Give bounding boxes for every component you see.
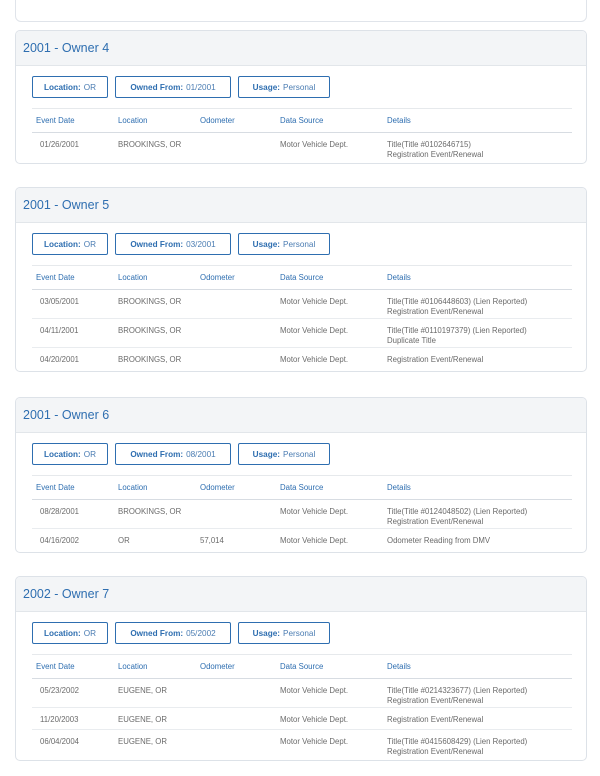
table-row (32, 708, 572, 730)
table-row (32, 348, 572, 369)
usage-chip-value: Personal (282, 628, 316, 638)
owned-from-chip-label: Owned From: (130, 449, 184, 459)
owned-from-chip-label: Owned From: (130, 628, 184, 638)
details-line: Title(Title #0110197379) (Lien Reported) (387, 326, 527, 335)
owner-card (15, 187, 587, 372)
details-line: Registration Event/Renewal (387, 307, 484, 316)
location-chip-label: Location: (43, 82, 81, 92)
details-line: Title(Title #0124048502) (Lien Reported) (387, 507, 528, 516)
column-header: Location (118, 116, 148, 125)
column-header: Location (118, 662, 148, 671)
events-table (32, 654, 572, 758)
table-row (32, 679, 572, 708)
details-line: Title(Title #0102646715) (387, 140, 471, 149)
owned-from-chip-value: 03/2001 (186, 239, 216, 249)
data-source-cell: Motor Vehicle Dept. (280, 355, 349, 364)
location-cell: OR (118, 536, 130, 545)
column-header: Details (387, 116, 411, 125)
owned-from-chip[interactable] (115, 233, 231, 255)
table-header-row (32, 655, 572, 679)
usage-chip-label: Usage: (252, 239, 280, 249)
owner-card (15, 30, 587, 164)
table-row (32, 290, 572, 319)
details-line: Title(Title #0214323677) (Lien Reported) (387, 686, 528, 695)
table-header-row (32, 109, 572, 133)
owner-header (16, 398, 586, 433)
owner-card (15, 397, 587, 553)
owner-title: 2001 - Owner 5 (23, 198, 110, 212)
location-cell: BROOKINGS, OR (118, 297, 182, 306)
owned-from-chip-value: 08/2001 (186, 449, 216, 459)
table-row (32, 529, 572, 550)
owned-from-chip-label: Owned From: (130, 82, 184, 92)
owned-from-chip-value: 01/2001 (186, 82, 216, 92)
table-row (32, 319, 572, 348)
usage-chip[interactable] (238, 622, 330, 644)
table-header-row (32, 266, 572, 290)
details-line: Registration Event/Renewal (387, 715, 484, 724)
location-cell: EUGENE, OR (118, 737, 167, 746)
event-date-cell: 06/04/2004 (40, 737, 80, 746)
owner-header (16, 188, 586, 223)
location-cell: EUGENE, OR (118, 686, 167, 695)
details-cell (387, 297, 577, 317)
event-date-cell: 08/28/2001 (40, 507, 80, 516)
details-line: Odometer Reading from DMV (387, 536, 491, 545)
usage-chip[interactable] (238, 233, 330, 255)
column-header: Data Source (280, 662, 324, 671)
data-source-cell: Motor Vehicle Dept. (280, 297, 349, 306)
owner-summary-chips (16, 223, 586, 257)
details-cell (387, 507, 577, 527)
location-chip-label: Location: (43, 628, 81, 638)
owned-from-chip-label: Owned From: (130, 239, 184, 249)
column-header: Event Date (36, 116, 75, 125)
data-source-cell: Motor Vehicle Dept. (280, 715, 349, 724)
usage-chip-value: Personal (282, 449, 316, 459)
owner-title: 2001 - Owner 6 (23, 408, 110, 422)
column-header: Odometer (200, 483, 235, 492)
usage-chip-value: Personal (282, 239, 316, 249)
owner-title: 2002 - Owner 7 (23, 587, 110, 601)
details-cell (387, 140, 577, 160)
event-date-cell: 05/23/2002 (40, 686, 80, 695)
usage-chip-label: Usage: (252, 628, 280, 638)
details-cell (387, 536, 577, 546)
details-line: Registration Event/Renewal (387, 355, 484, 364)
event-date-cell: 03/05/2001 (40, 297, 80, 306)
owner-summary-chips (16, 612, 586, 646)
location-chip[interactable] (32, 233, 108, 255)
owner-summary-chips (16, 433, 586, 467)
owner-title: 2001 - Owner 4 (23, 41, 110, 55)
details-cell (387, 326, 577, 346)
details-line: Registration Event/Renewal (387, 696, 484, 705)
data-source-cell: Motor Vehicle Dept. (280, 326, 349, 335)
details-line: Registration Event/Renewal (387, 150, 484, 159)
table-row (32, 133, 572, 161)
details-line: Title(Title #0415608429) (Lien Reported) (387, 737, 528, 746)
column-header: Location (118, 273, 148, 282)
table-row (32, 730, 572, 758)
details-cell (387, 686, 577, 706)
column-header: Odometer (200, 662, 235, 671)
location-chip[interactable] (32, 622, 108, 644)
column-header: Event Date (36, 483, 75, 492)
owned-from-chip[interactable] (115, 622, 231, 644)
owner-header (16, 31, 586, 66)
column-header: Event Date (36, 662, 75, 671)
usage-chip[interactable] (238, 443, 330, 465)
details-line: Duplicate Title (387, 336, 436, 345)
data-source-cell: Motor Vehicle Dept. (280, 737, 349, 746)
owner-summary-chips (16, 66, 586, 100)
table-row (32, 500, 572, 529)
location-cell: BROOKINGS, OR (118, 355, 182, 364)
column-header: Event Date (36, 273, 75, 282)
data-source-cell: Motor Vehicle Dept. (280, 140, 349, 149)
column-header: Data Source (280, 273, 324, 282)
event-date-cell: 04/16/2002 (40, 536, 80, 545)
location-chip-label: Location: (43, 449, 81, 459)
details-line: Title(Title #0106448603) (Lien Reported) (387, 297, 528, 306)
location-chip-value: OR (83, 82, 97, 92)
previous-owner-card (15, 0, 587, 22)
usage-chip[interactable] (238, 76, 330, 98)
owned-from-chip[interactable] (115, 443, 231, 465)
event-date-cell: 04/11/2001 (40, 326, 79, 335)
column-header: Odometer (200, 116, 235, 125)
usage-chip-value: Personal (282, 82, 316, 92)
details-cell (387, 715, 577, 725)
location-chip[interactable] (32, 443, 108, 465)
event-date-cell: 11/20/2003 (40, 715, 79, 724)
usage-chip-label: Usage: (252, 82, 280, 92)
data-source-cell: Motor Vehicle Dept. (280, 507, 349, 516)
owner-header (16, 577, 586, 612)
event-date-cell: 04/20/2001 (40, 355, 80, 364)
event-date-cell: 01/26/2001 (40, 140, 80, 149)
events-table (32, 475, 572, 550)
location-cell: BROOKINGS, OR (118, 507, 182, 516)
column-header: Data Source (280, 483, 324, 492)
column-header: Details (387, 483, 411, 492)
column-header: Location (118, 483, 148, 492)
column-header: Data Source (280, 116, 324, 125)
owned-from-chip-value: 05/2002 (186, 628, 216, 638)
location-chip[interactable] (32, 76, 108, 98)
usage-chip-label: Usage: (252, 449, 280, 459)
location-chip-value: OR (83, 449, 97, 459)
data-source-cell: Motor Vehicle Dept. (280, 686, 349, 695)
details-cell (387, 737, 577, 757)
owned-from-chip[interactable] (115, 76, 231, 98)
column-header: Details (387, 662, 411, 671)
column-header: Odometer (200, 273, 235, 282)
details-line: Registration Event/Renewal (387, 747, 484, 756)
details-line: Registration Event/Renewal (387, 517, 484, 526)
location-cell: BROOKINGS, OR (118, 140, 182, 149)
events-table (32, 108, 572, 161)
location-chip-label: Location: (43, 239, 81, 249)
column-header: Details (387, 273, 411, 282)
events-table (32, 265, 572, 369)
location-cell: EUGENE, OR (118, 715, 167, 724)
table-header-row (32, 476, 572, 500)
data-source-cell: Motor Vehicle Dept. (280, 536, 349, 545)
location-chip-value: OR (83, 239, 97, 249)
location-cell: BROOKINGS, OR (118, 326, 182, 335)
details-cell (387, 355, 577, 365)
owner-card (15, 576, 587, 761)
odometer-cell: 57,014 (200, 536, 224, 545)
location-chip-value: OR (83, 628, 97, 638)
